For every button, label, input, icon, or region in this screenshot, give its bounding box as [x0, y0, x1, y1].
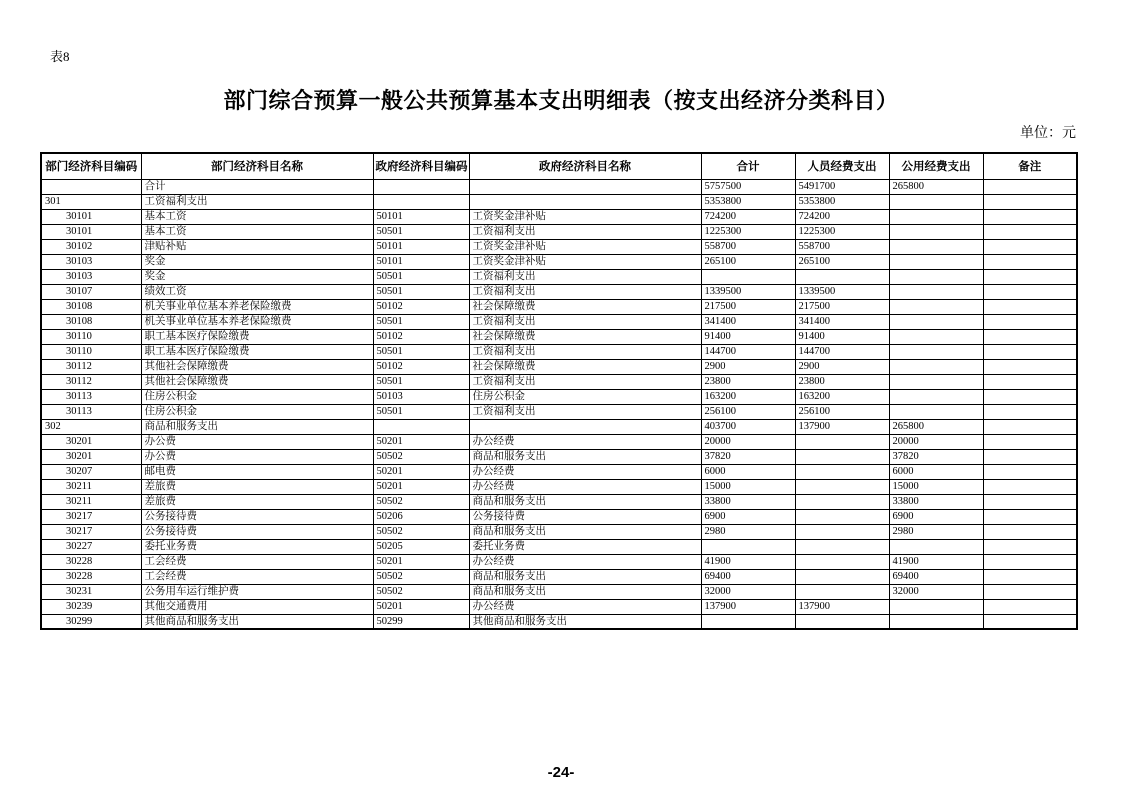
gov-code-cell: 50501 — [373, 284, 469, 299]
gov-code-cell: 50201 — [373, 479, 469, 494]
gov-code-cell: 50201 — [373, 599, 469, 614]
gov-name-cell: 住房公积金 — [469, 389, 701, 404]
gov-name-cell: 办公经费 — [469, 434, 701, 449]
total-cell — [701, 539, 795, 554]
table-row — [41, 584, 1077, 599]
gov-code-cell: 50201 — [373, 554, 469, 569]
dept-code-cell: 30110 — [41, 344, 141, 359]
gov-code-cell — [373, 419, 469, 434]
dept-code-cell: 30113 — [41, 404, 141, 419]
dept-code-cell: 30227 — [41, 539, 141, 554]
gov-name-cell: 工资福利支出 — [469, 224, 701, 239]
gov-name-cell: 办公经费 — [469, 464, 701, 479]
dept-name-cell: 差旅费 — [141, 479, 373, 494]
note-cell — [983, 614, 1077, 629]
table-row — [41, 509, 1077, 524]
table-row — [41, 389, 1077, 404]
personnel-expense-cell — [795, 569, 889, 584]
public-expense-cell — [889, 614, 983, 629]
table-number-label: 表8 — [50, 49, 70, 64]
gov-name-cell: 社会保障缴费 — [469, 359, 701, 374]
dept-name-cell: 商品和服务支出 — [141, 419, 373, 434]
table-row — [41, 569, 1077, 584]
note-cell — [983, 584, 1077, 599]
total-cell: 5353800 — [701, 194, 795, 209]
dept-code-cell: 30108 — [41, 299, 141, 314]
table-row — [41, 299, 1077, 314]
note-cell — [983, 419, 1077, 434]
note-cell — [983, 509, 1077, 524]
total-cell: 2900 — [701, 359, 795, 374]
dept-code-cell: 30103 — [41, 254, 141, 269]
dept-name-cell: 办公费 — [141, 449, 373, 464]
personnel-expense-cell — [795, 449, 889, 464]
note-cell — [983, 344, 1077, 359]
table-row — [41, 434, 1077, 449]
table-row — [41, 614, 1077, 629]
gov-code-cell: 50205 — [373, 539, 469, 554]
personnel-expense-cell: 144700 — [795, 344, 889, 359]
gov-name-cell: 商品和服务支出 — [469, 569, 701, 584]
total-cell: 37820 — [701, 449, 795, 464]
gov-code-cell: 50501 — [373, 314, 469, 329]
dept-code-cell: 30113 — [41, 389, 141, 404]
dept-name-cell: 机关事业单位基本养老保险缴费 — [141, 314, 373, 329]
public-expense-cell: 265800 — [889, 179, 983, 194]
dept-name-cell: 住房公积金 — [141, 404, 373, 419]
header-personnel-expense: 人员经费支出 — [795, 153, 889, 179]
note-cell — [983, 569, 1077, 584]
personnel-expense-cell — [795, 584, 889, 599]
dept-code-cell: 30112 — [41, 359, 141, 374]
dept-code-cell: 30101 — [41, 224, 141, 239]
table-row — [41, 344, 1077, 359]
personnel-expense-cell: 5491700 — [795, 179, 889, 194]
dept-name-cell: 奖金 — [141, 269, 373, 284]
dept-code-cell: 30217 — [41, 509, 141, 524]
note-cell — [983, 314, 1077, 329]
table-header-row — [41, 153, 1077, 179]
dept-code-cell: 30112 — [41, 374, 141, 389]
header-dept-code: 部门经济科目编码 — [41, 153, 141, 179]
gov-name-cell: 工资福利支出 — [469, 344, 701, 359]
dept-code-cell: 30107 — [41, 284, 141, 299]
note-cell — [983, 329, 1077, 344]
table-row — [41, 374, 1077, 389]
gov-code-cell: 50501 — [373, 344, 469, 359]
dept-name-cell: 其他交通费用 — [141, 599, 373, 614]
gov-name-cell: 工资奖金津补贴 — [469, 254, 701, 269]
gov-name-cell: 商品和服务支出 — [469, 449, 701, 464]
dept-name-cell: 绩效工资 — [141, 284, 373, 299]
dept-code-cell: 30207 — [41, 464, 141, 479]
gov-name-cell — [469, 194, 701, 209]
personnel-expense-cell — [795, 614, 889, 629]
dept-code-cell — [41, 179, 141, 194]
gov-code-cell: 50502 — [373, 569, 469, 584]
gov-name-cell: 社会保障缴费 — [469, 299, 701, 314]
dept-name-cell: 机关事业单位基本养老保险缴费 — [141, 299, 373, 314]
table-row — [41, 194, 1077, 209]
note-cell — [983, 539, 1077, 554]
table-row — [41, 254, 1077, 269]
public-expense-cell: 20000 — [889, 434, 983, 449]
dept-name-cell: 工资福利支出 — [141, 194, 373, 209]
note-cell — [983, 269, 1077, 284]
table-row — [41, 239, 1077, 254]
table-row — [41, 599, 1077, 614]
total-cell: 137900 — [701, 599, 795, 614]
note-cell — [983, 494, 1077, 509]
public-expense-cell — [889, 314, 983, 329]
personnel-expense-cell: 265100 — [795, 254, 889, 269]
table-row — [41, 524, 1077, 539]
table-row — [41, 449, 1077, 464]
personnel-expense-cell — [795, 434, 889, 449]
total-cell: 32000 — [701, 584, 795, 599]
personnel-expense-cell: 137900 — [795, 419, 889, 434]
total-cell: 1225300 — [701, 224, 795, 239]
total-cell — [701, 269, 795, 284]
total-cell: 144700 — [701, 344, 795, 359]
table-row — [41, 284, 1077, 299]
public-expense-cell — [889, 389, 983, 404]
total-cell — [701, 614, 795, 629]
dept-name-cell: 差旅费 — [141, 494, 373, 509]
public-expense-cell: 41900 — [889, 554, 983, 569]
personnel-expense-cell: 558700 — [795, 239, 889, 254]
gov-code-cell: 50501 — [373, 269, 469, 284]
table-row — [41, 494, 1077, 509]
personnel-expense-cell: 724200 — [795, 209, 889, 224]
dept-code-cell: 30102 — [41, 239, 141, 254]
gov-code-cell: 50502 — [373, 449, 469, 464]
gov-code-cell: 50206 — [373, 509, 469, 524]
public-expense-cell — [889, 269, 983, 284]
dept-code-cell: 30228 — [41, 569, 141, 584]
personnel-expense-cell — [795, 494, 889, 509]
dept-name-cell: 邮电费 — [141, 464, 373, 479]
public-expense-cell — [889, 194, 983, 209]
table-row — [41, 269, 1077, 284]
public-expense-cell: 2980 — [889, 524, 983, 539]
table-row — [41, 464, 1077, 479]
dept-name-cell: 基本工资 — [141, 209, 373, 224]
gov-code-cell: 50103 — [373, 389, 469, 404]
dept-name-cell: 办公费 — [141, 434, 373, 449]
header-dept-name: 部门经济科目名称 — [141, 153, 373, 179]
table-row — [41, 329, 1077, 344]
public-expense-cell — [889, 404, 983, 419]
gov-code-cell: 50101 — [373, 239, 469, 254]
table-row — [41, 539, 1077, 554]
note-cell — [983, 299, 1077, 314]
total-cell: 256100 — [701, 404, 795, 419]
total-cell: 23800 — [701, 374, 795, 389]
public-expense-cell: 15000 — [889, 479, 983, 494]
gov-code-cell: 50501 — [373, 224, 469, 239]
dept-code-cell: 30108 — [41, 314, 141, 329]
personnel-expense-cell: 5353800 — [795, 194, 889, 209]
table-row — [41, 359, 1077, 374]
dept-code-cell: 30211 — [41, 479, 141, 494]
gov-name-cell: 商品和服务支出 — [469, 584, 701, 599]
public-expense-cell — [889, 374, 983, 389]
public-expense-cell: 69400 — [889, 569, 983, 584]
gov-code-cell: 50501 — [373, 404, 469, 419]
header-gov-code: 政府经济科目编码 — [373, 153, 469, 179]
note-cell — [983, 479, 1077, 494]
gov-name-cell: 其他商品和服务支出 — [469, 614, 701, 629]
dept-code-cell: 30231 — [41, 584, 141, 599]
note-cell — [983, 389, 1077, 404]
dept-code-cell: 30103 — [41, 269, 141, 284]
table-row — [41, 554, 1077, 569]
note-cell — [983, 554, 1077, 569]
public-expense-cell — [889, 224, 983, 239]
public-expense-cell — [889, 539, 983, 554]
table-row — [41, 404, 1077, 419]
dept-code-cell: 30101 — [41, 209, 141, 224]
page-title: 部门综合预算一般公共预算基本支出明细表（按支出经济分类科目） — [223, 88, 899, 113]
budget-table — [40, 152, 1078, 630]
gov-name-cell: 商品和服务支出 — [469, 524, 701, 539]
personnel-expense-cell — [795, 269, 889, 284]
note-cell — [983, 284, 1077, 299]
personnel-expense-cell — [795, 479, 889, 494]
public-expense-cell — [889, 284, 983, 299]
public-expense-cell: 265800 — [889, 419, 983, 434]
public-expense-cell: 33800 — [889, 494, 983, 509]
gov-name-cell: 办公经费 — [469, 479, 701, 494]
total-cell: 2980 — [701, 524, 795, 539]
public-expense-cell — [889, 299, 983, 314]
note-cell — [983, 464, 1077, 479]
gov-name-cell: 工资奖金津补贴 — [469, 239, 701, 254]
personnel-expense-cell: 341400 — [795, 314, 889, 329]
note-cell — [983, 374, 1077, 389]
note-cell — [983, 359, 1077, 374]
public-expense-cell — [889, 599, 983, 614]
dept-code-cell: 302 — [41, 419, 141, 434]
gov-name-cell: 社会保障缴费 — [469, 329, 701, 344]
total-cell: 1339500 — [701, 284, 795, 299]
total-cell: 91400 — [701, 329, 795, 344]
personnel-expense-cell: 217500 — [795, 299, 889, 314]
header-gov-name: 政府经济科目名称 — [469, 153, 701, 179]
total-cell: 69400 — [701, 569, 795, 584]
dept-code-cell: 301 — [41, 194, 141, 209]
public-expense-cell — [889, 344, 983, 359]
personnel-expense-cell — [795, 524, 889, 539]
public-expense-cell: 6900 — [889, 509, 983, 524]
header-public-expense: 公用经费支出 — [889, 153, 983, 179]
personnel-expense-cell: 23800 — [795, 374, 889, 389]
gov-name-cell: 办公经费 — [469, 554, 701, 569]
public-expense-cell: 37820 — [889, 449, 983, 464]
note-cell — [983, 524, 1077, 539]
dept-name-cell: 公务用车运行维护费 — [141, 584, 373, 599]
public-expense-cell — [889, 254, 983, 269]
gov-code-cell: 50502 — [373, 524, 469, 539]
gov-code-cell: 50502 — [373, 584, 469, 599]
dept-name-cell: 公务接待费 — [141, 524, 373, 539]
total-cell: 6000 — [701, 464, 795, 479]
total-cell: 41900 — [701, 554, 795, 569]
gov-code-cell: 50201 — [373, 434, 469, 449]
gov-name-cell: 商品和服务支出 — [469, 494, 701, 509]
personnel-expense-cell — [795, 554, 889, 569]
gov-code-cell: 50102 — [373, 299, 469, 314]
gov-code-cell: 50299 — [373, 614, 469, 629]
gov-name-cell — [469, 179, 701, 194]
dept-name-cell: 委托业务费 — [141, 539, 373, 554]
gov-code-cell: 50101 — [373, 254, 469, 269]
personnel-expense-cell: 2900 — [795, 359, 889, 374]
gov-name-cell: 工资奖金津补贴 — [469, 209, 701, 224]
personnel-expense-cell: 137900 — [795, 599, 889, 614]
gov-code-cell: 50201 — [373, 464, 469, 479]
dept-code-cell: 30217 — [41, 524, 141, 539]
dept-name-cell: 基本工资 — [141, 224, 373, 239]
gov-name-cell — [469, 419, 701, 434]
dept-name-cell: 其他社会保障缴费 — [141, 359, 373, 374]
table-row — [41, 224, 1077, 239]
dept-code-cell: 30299 — [41, 614, 141, 629]
dept-name-cell: 住房公积金 — [141, 389, 373, 404]
header-total: 合计 — [701, 153, 795, 179]
public-expense-cell — [889, 209, 983, 224]
gov-code-cell: 50102 — [373, 359, 469, 374]
note-cell — [983, 434, 1077, 449]
table-row — [41, 419, 1077, 434]
table-row — [41, 479, 1077, 494]
note-cell — [983, 449, 1077, 464]
note-cell — [983, 224, 1077, 239]
gov-code-cell — [373, 179, 469, 194]
personnel-expense-cell — [795, 509, 889, 524]
note-cell — [983, 179, 1077, 194]
gov-name-cell: 工资福利支出 — [469, 314, 701, 329]
dept-code-cell: 30228 — [41, 554, 141, 569]
personnel-expense-cell: 163200 — [795, 389, 889, 404]
table-row — [41, 209, 1077, 224]
total-cell: 265100 — [701, 254, 795, 269]
gov-name-cell: 工资福利支出 — [469, 269, 701, 284]
total-cell: 341400 — [701, 314, 795, 329]
total-cell: 724200 — [701, 209, 795, 224]
public-expense-cell — [889, 329, 983, 344]
header-note: 备注 — [983, 153, 1077, 179]
gov-code-cell: 50102 — [373, 329, 469, 344]
dept-name-cell: 奖金 — [141, 254, 373, 269]
personnel-expense-cell: 1339500 — [795, 284, 889, 299]
gov-name-cell: 办公经费 — [469, 599, 701, 614]
total-cell: 33800 — [701, 494, 795, 509]
gov-name-cell: 工资福利支出 — [469, 374, 701, 389]
public-expense-cell — [889, 359, 983, 374]
gov-code-cell: 50101 — [373, 209, 469, 224]
gov-name-cell: 公务接待费 — [469, 509, 701, 524]
total-cell: 15000 — [701, 479, 795, 494]
note-cell — [983, 254, 1077, 269]
dept-name-cell: 其他社会保障缴费 — [141, 374, 373, 389]
gov-name-cell: 委托业务费 — [469, 539, 701, 554]
dept-code-cell: 30239 — [41, 599, 141, 614]
unit-note: 单位：元 — [1020, 126, 1076, 141]
total-cell: 217500 — [701, 299, 795, 314]
gov-code-cell — [373, 194, 469, 209]
dept-code-cell: 30110 — [41, 329, 141, 344]
personnel-expense-cell: 1225300 — [795, 224, 889, 239]
total-cell: 163200 — [701, 389, 795, 404]
table-row — [41, 179, 1077, 194]
dept-name-cell: 工会经费 — [141, 569, 373, 584]
gov-name-cell: 工资福利支出 — [469, 404, 701, 419]
dept-name-cell: 合计 — [141, 179, 373, 194]
dept-name-cell: 职工基本医疗保险缴费 — [141, 344, 373, 359]
gov-code-cell: 50502 — [373, 494, 469, 509]
dept-name-cell: 其他商品和服务支出 — [141, 614, 373, 629]
note-cell — [983, 404, 1077, 419]
gov-code-cell: 50501 — [373, 374, 469, 389]
note-cell — [983, 194, 1077, 209]
personnel-expense-cell: 256100 — [795, 404, 889, 419]
gov-name-cell: 工资福利支出 — [469, 284, 701, 299]
personnel-expense-cell — [795, 539, 889, 554]
dept-code-cell: 30201 — [41, 434, 141, 449]
note-cell — [983, 599, 1077, 614]
table-row — [41, 314, 1077, 329]
dept-name-cell: 公务接待费 — [141, 509, 373, 524]
public-expense-cell — [889, 239, 983, 254]
total-cell: 6900 — [701, 509, 795, 524]
total-cell: 558700 — [701, 239, 795, 254]
dept-name-cell: 津贴补贴 — [141, 239, 373, 254]
personnel-expense-cell: 91400 — [795, 329, 889, 344]
page-number: -24- — [547, 764, 575, 781]
personnel-expense-cell — [795, 464, 889, 479]
dept-code-cell: 30201 — [41, 449, 141, 464]
total-cell: 5757500 — [701, 179, 795, 194]
dept-name-cell: 职工基本医疗保险缴费 — [141, 329, 373, 344]
dept-name-cell: 工会经费 — [141, 554, 373, 569]
total-cell: 403700 — [701, 419, 795, 434]
note-cell — [983, 239, 1077, 254]
total-cell: 20000 — [701, 434, 795, 449]
public-expense-cell: 6000 — [889, 464, 983, 479]
dept-code-cell: 30211 — [41, 494, 141, 509]
public-expense-cell: 32000 — [889, 584, 983, 599]
note-cell — [983, 209, 1077, 224]
